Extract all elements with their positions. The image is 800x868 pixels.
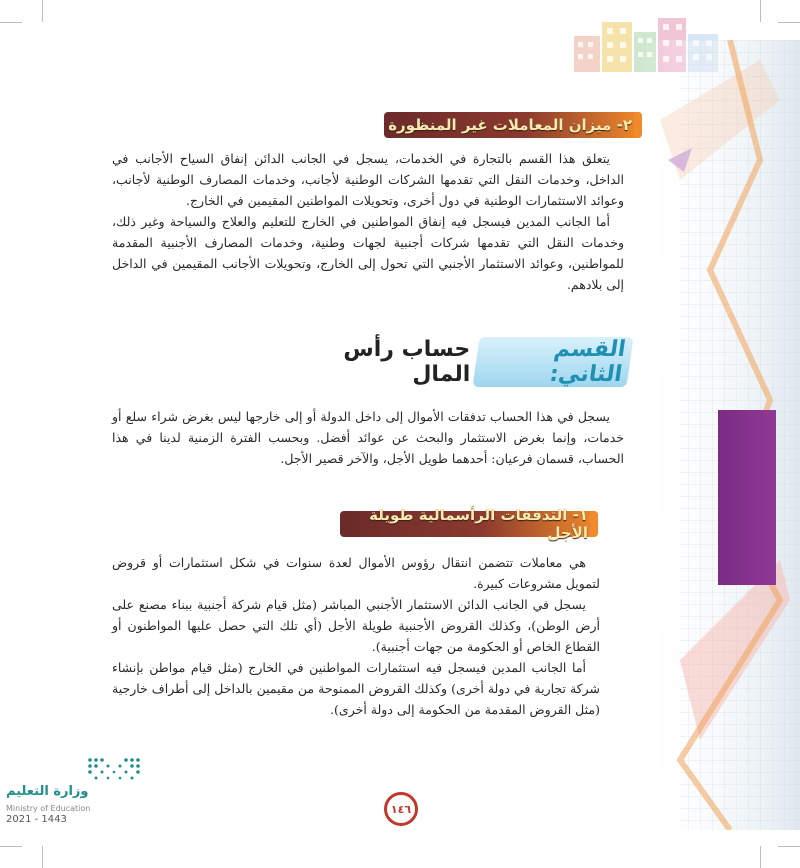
heading-invisible-transactions [384,112,642,138]
paragraph: أما الجانب المدين فيسجل فيه إنفاق المواطنين في الخارج للتعليم والعلاج والسياحة وغير ذلك، وخدمات النقل التي تقدمها شركات أجنبية لجهات وطنية، وخدمات المصارف الأجنبية المقدمة للمواطنين، وعوائد الاستثمار الأجنبي التي تحول إلى الخارج، وتحويلات الأجانب المقيمين في الداخل إلى بلادهم. [112,214,624,292]
crop-mark [0,846,22,847]
section-heading: حساب رأس المال [343,337,471,387]
ministry-year: 2021 - 1443 [6,814,67,825]
ministry-name-ar: وزارة التعليم [6,784,89,799]
heading-accent [590,511,598,537]
section-badge: القسم الثاني: [473,337,634,387]
paragraph: يتعلق هذا القسم بالتجارة في الخدمات، يسجل في الجانب الدائن إنفاق السياح الأجانب في الداخل، وخدمات النقل التي تقدمها الشركات الوطنية لأجانب، وخدمات المصارف الوطنية لأجانب، وعوائد الاستثمارات الوطنية في دول أخرى، وتحويلات المواطنين المقيمين في الخارج. [112,151,624,208]
paragraph: أما الجانب المدين فيسجل فيه استثمارات المواطنين في الخارج (مثل قيام مواطن بإنشاء شركة تجارية في دولة أخرى) وكذلك القروض الممنوحة من مقيمين بالداخل إلى أطراف خارجية (مثل القروض المقدمة من الحكومة إلى دولة أخرى). [112,660,600,717]
ministry-name-en: Ministry of Education [6,804,91,813]
page-number: ١٤٦ [384,792,418,826]
purple-accent-bar [718,410,776,585]
crop-mark [42,846,43,868]
crop-mark [760,846,761,868]
heading-text: ٢- ميزان المعاملات غير المنظورة [388,116,632,134]
heading-text: ١- التدفقات الرأسمالية طويلة الأجل [369,506,588,542]
heading-accent [634,112,642,138]
paragraph: يسجل في الجانب الدائن الاستثمار الأجنبي المباشر (مثل قيام شركة أجنبية ببناء مصنع على أرض الوطن)، وكذلك القروض الأجنبية طويلة الأجل (أي تلك التي حصل عليها المواطنون أو القطاع الخاص أو الحكومة من جهات أجنبية). [112,597,600,654]
crop-mark [778,22,800,23]
paragraph-long-term [112,552,600,720]
paragraph: هي معاملات تتضمن انتقال رؤوس الأموال لعدة سنوات في شكل استثمارات أو قروض لتمويل مشروعات كبيرة. [112,555,600,591]
crop-mark [760,0,761,22]
crop-mark [778,846,800,847]
heading-long-term-flows [340,506,598,542]
ministry-dots-icon [86,756,144,782]
paragraph-capital-account [112,406,624,469]
ministry-logo [0,756,140,826]
crop-mark [42,0,43,22]
crop-mark [0,22,22,23]
section-title [290,337,630,387]
paragraph: يسجل في هذا الحساب تدفقات الأموال إلى داخل الدولة أو إلى خارجها ليس بغرض شراء سلع أو خدمات، وإنما بغرض الاستثمار والبحث عن عوائد أفضل. وبحسب الفترة الزمنية لدينا في هذا الحساب، قسمان فرعيان: أحدهما طويل الأجل، والآخر قصير الأجل. [112,409,624,466]
paragraph-current-account [112,148,624,295]
